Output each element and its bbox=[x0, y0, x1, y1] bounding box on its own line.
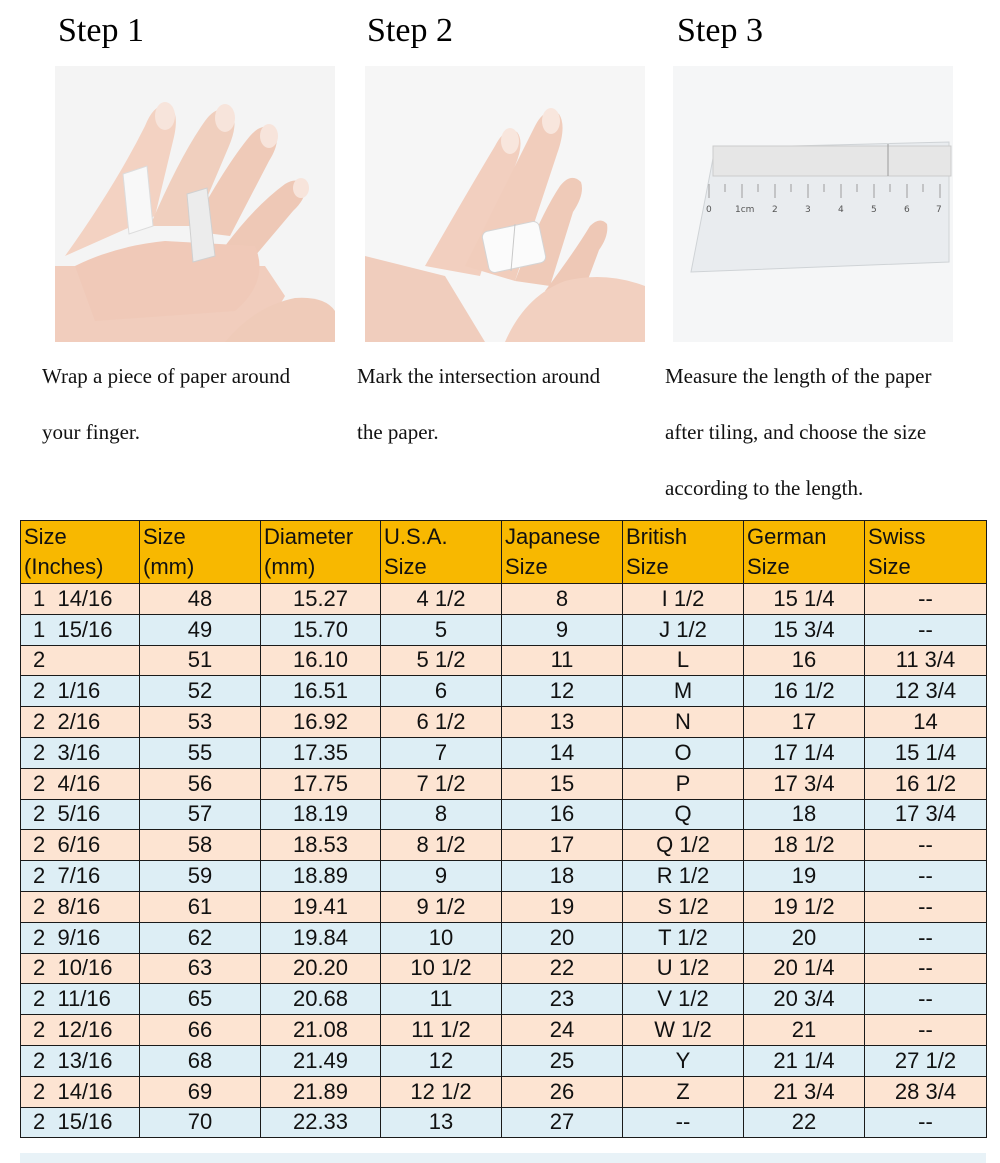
table-cell: 8 1/2 bbox=[381, 830, 502, 861]
table-cell: -- bbox=[865, 1015, 987, 1046]
table-cell: 49 bbox=[140, 614, 261, 645]
table-cell: 17.35 bbox=[261, 737, 381, 768]
table-cell: 17 1/4 bbox=[744, 737, 865, 768]
column-header bbox=[140, 521, 261, 584]
column-header-line: (Inches) bbox=[24, 554, 104, 579]
table-cell: Z bbox=[623, 1076, 744, 1107]
table-row bbox=[21, 584, 987, 615]
table-cell: 57 bbox=[140, 799, 261, 830]
table-cell: 18.19 bbox=[261, 799, 381, 830]
table-cell: 8 bbox=[502, 584, 623, 615]
table-cell: L bbox=[623, 645, 744, 676]
table-cell: 11 bbox=[502, 645, 623, 676]
column-header-line: German bbox=[747, 524, 827, 549]
column-header-line: Size bbox=[24, 524, 67, 549]
table-cell: M bbox=[623, 676, 744, 707]
table-cell: 2 4/16 bbox=[21, 768, 140, 799]
table-cell: 12 bbox=[381, 1045, 502, 1076]
table-cell: 2 12/16 bbox=[21, 1015, 140, 1046]
table-cell: U 1/2 bbox=[623, 953, 744, 984]
column-header bbox=[865, 521, 987, 584]
column-header-line: Size bbox=[143, 524, 186, 549]
column-header-line: Size bbox=[626, 554, 669, 579]
table-cell: -- bbox=[865, 584, 987, 615]
table-row bbox=[21, 922, 987, 953]
table-cell: 7 bbox=[381, 737, 502, 768]
table-cell: 23 bbox=[502, 984, 623, 1015]
table-cell: 6 1/2 bbox=[381, 707, 502, 738]
table-cell: 15.70 bbox=[261, 614, 381, 645]
ruler-label-7: 7 bbox=[936, 205, 942, 215]
table-cell: 21.89 bbox=[261, 1076, 381, 1107]
table-cell: 17 3/4 bbox=[744, 768, 865, 799]
table-cell: 5 1/2 bbox=[381, 645, 502, 676]
table-cell: 17 bbox=[502, 830, 623, 861]
table-cell: 21 1/4 bbox=[744, 1045, 865, 1076]
table-cell: 16 1/2 bbox=[865, 768, 987, 799]
ruler-label-1: 1cm bbox=[735, 205, 755, 215]
table-cell: 2 7/16 bbox=[21, 861, 140, 892]
ruler-label-6: 6 bbox=[904, 205, 910, 215]
ruler-measure-illustration bbox=[673, 66, 953, 342]
column-header-line: Size bbox=[868, 554, 911, 579]
table-cell: 9 1/2 bbox=[381, 891, 502, 922]
table-cell: 21 bbox=[744, 1015, 865, 1046]
table-cell: 16 bbox=[744, 645, 865, 676]
table-cell: 15 3/4 bbox=[744, 614, 865, 645]
table-row bbox=[21, 861, 987, 892]
table-cell: 2 5/16 bbox=[21, 799, 140, 830]
table-cell: 16 1/2 bbox=[744, 676, 865, 707]
table-cell: -- bbox=[865, 861, 987, 892]
step-3-caption-line: after tiling, and choose the size bbox=[665, 420, 927, 444]
table-row bbox=[21, 1076, 987, 1107]
table-cell: 2 11/16 bbox=[21, 984, 140, 1015]
table-cell: 2 10/16 bbox=[21, 953, 140, 984]
table-cell: 24 bbox=[502, 1015, 623, 1046]
column-header-line: Japanese bbox=[505, 524, 601, 549]
table-cell: 16.10 bbox=[261, 645, 381, 676]
table-cell: 20.20 bbox=[261, 953, 381, 984]
column-header bbox=[261, 521, 381, 584]
table-cell: 12 3/4 bbox=[865, 676, 987, 707]
table-cell: 7 1/2 bbox=[381, 768, 502, 799]
step-2-title: Step 2 bbox=[367, 12, 453, 49]
table-cell: -- bbox=[865, 830, 987, 861]
ruler-label-5: 5 bbox=[871, 205, 877, 215]
table-cell: 6 bbox=[381, 676, 502, 707]
table-cell: 62 bbox=[140, 922, 261, 953]
table-cell: 20 3/4 bbox=[744, 984, 865, 1015]
table-cell: 63 bbox=[140, 953, 261, 984]
table-cell: 27 1/2 bbox=[865, 1045, 987, 1076]
table-cell: 2 8/16 bbox=[21, 891, 140, 922]
table-row bbox=[21, 830, 987, 861]
table-cell: V 1/2 bbox=[623, 984, 744, 1015]
table-cell: 16 bbox=[502, 799, 623, 830]
table-cell: 17 3/4 bbox=[865, 799, 987, 830]
column-header-line: Swiss bbox=[868, 524, 926, 549]
column-header-line: (mm) bbox=[143, 554, 195, 579]
table-cell: -- bbox=[865, 614, 987, 645]
table-cell: 19.84 bbox=[261, 922, 381, 953]
hand-mark-paper-illustration bbox=[365, 66, 645, 342]
table-cell: Y bbox=[623, 1045, 744, 1076]
table-cell: 48 bbox=[140, 584, 261, 615]
table-cell: 68 bbox=[140, 1045, 261, 1076]
table-cell: 14 bbox=[865, 707, 987, 738]
table-cell: 20 bbox=[744, 922, 865, 953]
table-cell: 18 1/2 bbox=[744, 830, 865, 861]
table-cell: -- bbox=[865, 984, 987, 1015]
table-row bbox=[21, 737, 987, 768]
step-3-photo bbox=[673, 66, 953, 342]
table-cell: 11 1/2 bbox=[381, 1015, 502, 1046]
table-cell: -- bbox=[865, 953, 987, 984]
table-cell: 20 1/4 bbox=[744, 953, 865, 984]
table-cell: 2 bbox=[21, 645, 140, 676]
table-cell: 11 bbox=[381, 984, 502, 1015]
table-cell: 19 bbox=[744, 861, 865, 892]
table-row bbox=[21, 676, 987, 707]
table-cell: 55 bbox=[140, 737, 261, 768]
table-cell: -- bbox=[865, 891, 987, 922]
table-cell: 2 9/16 bbox=[21, 922, 140, 953]
table-cell: 13 bbox=[381, 1107, 502, 1138]
column-header-line: British bbox=[626, 524, 688, 549]
table-cell: I 1/2 bbox=[623, 584, 744, 615]
step-1-caption bbox=[42, 348, 290, 460]
step-1-photo bbox=[55, 66, 335, 342]
table-cell: 53 bbox=[140, 707, 261, 738]
table-header-row bbox=[21, 521, 987, 584]
ruler-label-0: 0 bbox=[706, 205, 712, 215]
table-cell: P bbox=[623, 768, 744, 799]
table-cell: 2 2/16 bbox=[21, 707, 140, 738]
table-cell: 15 bbox=[502, 768, 623, 799]
table-cell: 58 bbox=[140, 830, 261, 861]
column-header-line: U.S.A. bbox=[384, 524, 448, 549]
table-cell: -- bbox=[865, 1107, 987, 1138]
table-cell: 4 1/2 bbox=[381, 584, 502, 615]
step-3-caption bbox=[665, 348, 931, 516]
step-1-caption-line: your finger. bbox=[42, 420, 140, 444]
table-cell: 12 1/2 bbox=[381, 1076, 502, 1107]
table-cell: 59 bbox=[140, 861, 261, 892]
table-cell: 27 bbox=[502, 1107, 623, 1138]
table-cell: 52 bbox=[140, 676, 261, 707]
table-cell: S 1/2 bbox=[623, 891, 744, 922]
table-cell: T 1/2 bbox=[623, 922, 744, 953]
table-cell: 65 bbox=[140, 984, 261, 1015]
table-cell: 16.51 bbox=[261, 676, 381, 707]
table-cell: 56 bbox=[140, 768, 261, 799]
table-row bbox=[21, 614, 987, 645]
table-cell: 15 1/4 bbox=[865, 737, 987, 768]
table-cell: 10 bbox=[381, 922, 502, 953]
table-cell: 20 bbox=[502, 922, 623, 953]
table-cell: 1 14/16 bbox=[21, 584, 140, 615]
table-cell: 18.53 bbox=[261, 830, 381, 861]
step-2-caption-line: the paper. bbox=[357, 420, 439, 444]
table-cell: 5 bbox=[381, 614, 502, 645]
table-cell: 1 15/16 bbox=[21, 614, 140, 645]
table-cell: 66 bbox=[140, 1015, 261, 1046]
table-cell: Q 1/2 bbox=[623, 830, 744, 861]
table-cell: 19 1/2 bbox=[744, 891, 865, 922]
step-3-title: Step 3 bbox=[677, 12, 763, 49]
table-cell: 21.49 bbox=[261, 1045, 381, 1076]
column-header bbox=[21, 521, 140, 584]
column-header bbox=[744, 521, 865, 584]
hand-wrap-paper-illustration bbox=[55, 66, 335, 342]
step-1-title: Step 1 bbox=[58, 12, 144, 49]
step-2-caption-line: Mark the intersection around bbox=[357, 364, 601, 388]
column-header bbox=[381, 521, 502, 584]
table-cell: 2 1/16 bbox=[21, 676, 140, 707]
table-row bbox=[21, 707, 987, 738]
table-cell: 2 14/16 bbox=[21, 1076, 140, 1107]
table-cell: 12 bbox=[502, 676, 623, 707]
ruler-label-2: 2 bbox=[772, 205, 778, 215]
table-cell: W 1/2 bbox=[623, 1015, 744, 1046]
ruler-label-3: 3 bbox=[805, 205, 811, 215]
table-cell: 2 3/16 bbox=[21, 737, 140, 768]
table-cell: 17.75 bbox=[261, 768, 381, 799]
table-row bbox=[21, 1015, 987, 1046]
table-cell: 2 6/16 bbox=[21, 830, 140, 861]
table-row bbox=[21, 953, 987, 984]
column-header-line: (mm) bbox=[264, 554, 316, 579]
table-cell: 2 15/16 bbox=[21, 1107, 140, 1138]
table-cell: 22.33 bbox=[261, 1107, 381, 1138]
table-cell: R 1/2 bbox=[623, 861, 744, 892]
table-cell: 19.41 bbox=[261, 891, 381, 922]
table-cell: 69 bbox=[140, 1076, 261, 1107]
ring-size-table bbox=[20, 520, 987, 1138]
table-cell: 21.08 bbox=[261, 1015, 381, 1046]
column-header bbox=[623, 521, 744, 584]
table-cell: 25 bbox=[502, 1045, 623, 1076]
table-cell: 8 bbox=[381, 799, 502, 830]
table-cell: 19 bbox=[502, 891, 623, 922]
table-cell: 16.92 bbox=[261, 707, 381, 738]
table-row bbox=[21, 799, 987, 830]
table-cell: 2 13/16 bbox=[21, 1045, 140, 1076]
table-cell: 21 3/4 bbox=[744, 1076, 865, 1107]
column-header bbox=[502, 521, 623, 584]
table-cell: 61 bbox=[140, 891, 261, 922]
table-cell: O bbox=[623, 737, 744, 768]
table-row bbox=[21, 984, 987, 1015]
table-row bbox=[21, 768, 987, 799]
table-cell: 15.27 bbox=[261, 584, 381, 615]
table-cell: 9 bbox=[502, 614, 623, 645]
table-row bbox=[21, 891, 987, 922]
table-cell: 17 bbox=[744, 707, 865, 738]
step-1-caption-line: Wrap a piece of paper around bbox=[42, 364, 291, 388]
table-cell: 18.89 bbox=[261, 861, 381, 892]
table-cell: -- bbox=[623, 1107, 744, 1138]
table-cell: 26 bbox=[502, 1076, 623, 1107]
table-cell: J 1/2 bbox=[623, 614, 744, 645]
table-bottom-strip bbox=[20, 1153, 986, 1163]
table-row bbox=[21, 1045, 987, 1076]
table-row bbox=[21, 1107, 987, 1138]
column-header-line: Size bbox=[384, 554, 427, 579]
table-cell: 13 bbox=[502, 707, 623, 738]
step-3-caption-line: Measure the length of the paper bbox=[665, 364, 932, 388]
table-cell: 70 bbox=[140, 1107, 261, 1138]
table-cell: 9 bbox=[381, 861, 502, 892]
table-cell: 18 bbox=[744, 799, 865, 830]
table-cell: -- bbox=[865, 922, 987, 953]
table-cell: 11 3/4 bbox=[865, 645, 987, 676]
step-3-caption-line: according to the length. bbox=[665, 476, 864, 500]
step-2-photo bbox=[365, 66, 645, 342]
column-header-line: Size bbox=[747, 554, 790, 579]
ruler-label-4: 4 bbox=[838, 205, 844, 215]
column-header-line: Size bbox=[505, 554, 548, 579]
table-cell: 18 bbox=[502, 861, 623, 892]
table-cell: 15 1/4 bbox=[744, 584, 865, 615]
table-cell: 28 3/4 bbox=[865, 1076, 987, 1107]
column-header-line: Diameter bbox=[264, 524, 354, 549]
table-cell: 14 bbox=[502, 737, 623, 768]
table-cell: 10 1/2 bbox=[381, 953, 502, 984]
table-cell: Q bbox=[623, 799, 744, 830]
table-cell: 51 bbox=[140, 645, 261, 676]
table-cell: N bbox=[623, 707, 744, 738]
table-cell: 22 bbox=[502, 953, 623, 984]
table-row bbox=[21, 645, 987, 676]
table-cell: 20.68 bbox=[261, 984, 381, 1015]
table-cell: 22 bbox=[744, 1107, 865, 1138]
step-2-caption bbox=[357, 348, 600, 460]
